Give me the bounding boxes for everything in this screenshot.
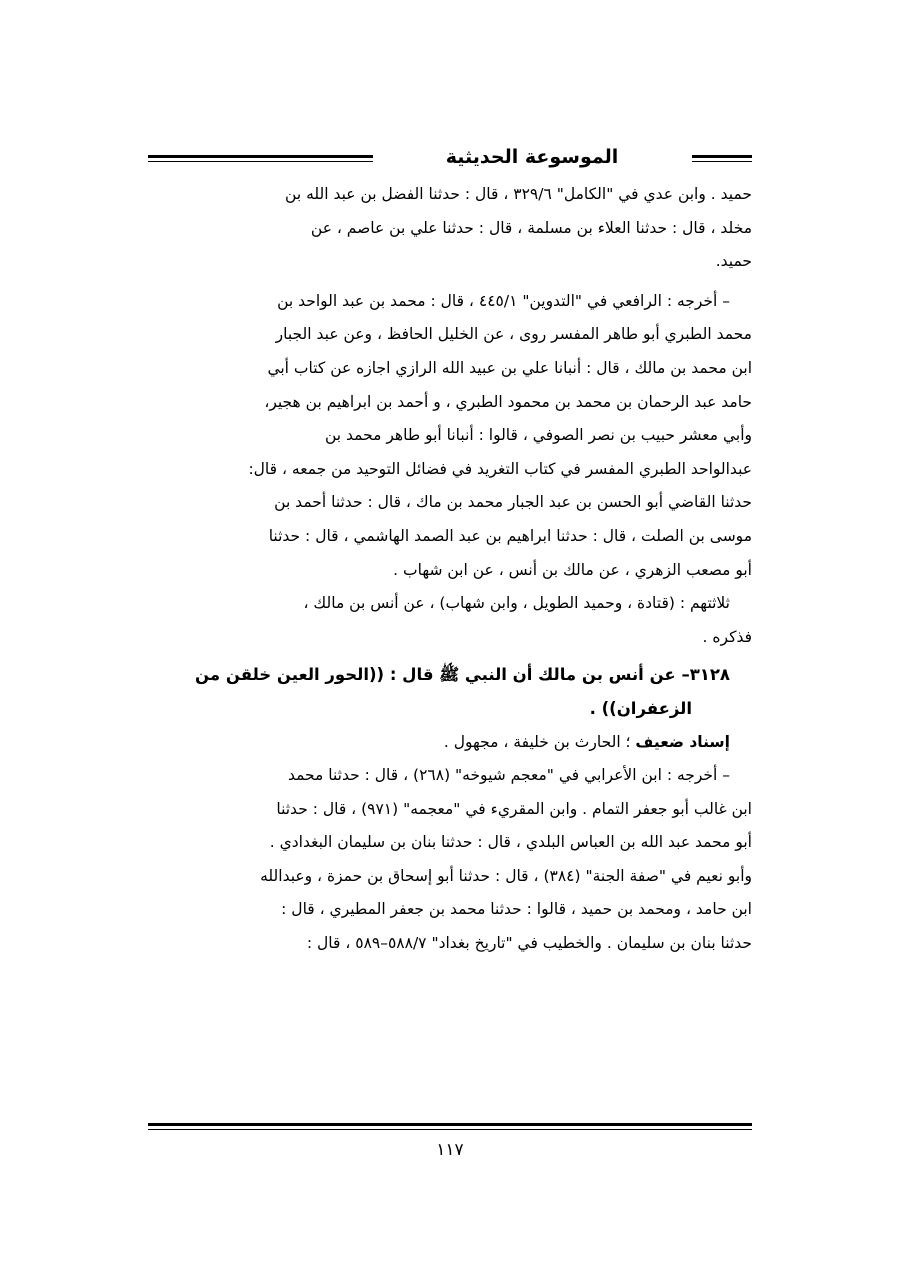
hadith-heading: ٣١٢٨– عن أنس بن مالك أن النبي ﷺ قال : ((الحور العين خلقن من	[195, 665, 730, 685]
page-number: ١١٧	[436, 1140, 464, 1160]
text-line: – أخرجه : ابن الأعرابي في "معجم شيوخه" (٢٦٨) ، قال : حدثنا محمد	[287, 766, 730, 785]
text-line: عبدالواحد الطبري المفسر في كتاب التغريد في فضائل التوحيد من جمعه ، قال:	[248, 459, 752, 478]
text-line: حامد عبد الرحمان بن محمد بن محمود الطبري ، و أحمد بن ابراهيم بن هجير،	[264, 392, 752, 411]
text-line: ابن حامد ، ومحمد بن حميد ، قالوا : حدثنا محمد بن جعفر المطيري ، قال :	[281, 900, 752, 919]
text-line: حدثنا بنان بن سليمان . والخطيب في "تاريخ بغداد" ٥٨٨/٧–٥٨٩ ، قال :	[306, 934, 752, 953]
text-line: أبو محمد عبد الله بن العباس البلدي ، قال : حدثنا بنان بن سليمان البغدادي .	[269, 833, 752, 852]
text-line: حميد.	[715, 252, 752, 271]
isnad-label: إسناد ضعيف	[635, 732, 730, 751]
text-line: حميد . وابن عدي في "الكامل" ٣٢٩/٦ ، قال : حدثنا الفضل بن عبد الله بن	[285, 185, 752, 203]
text-line: ابن محمد بن مالك ، قال : أنبانا علي بن عبيد الله الرازي اجازه عن كتاب أبي	[267, 358, 752, 377]
header-rule-left	[148, 155, 373, 162]
text-line: حدثنا القاضي أبو الحسن بن عبد الجبار محمد بن ماك ، قال : حدثنا أحمد بن	[274, 493, 752, 512]
header-title: الموسوعة الحديثية	[445, 146, 619, 168]
text-line: فذكره .	[702, 627, 752, 646]
hadith-heading-cont: الزعفران)) .	[589, 698, 692, 718]
text-line: وأبي معشر حبيب بن نصر الصوفي ، قالوا : أنبانا أبو طاهر محمد بن	[325, 426, 752, 445]
text-line: ثلاثتهم : (قتادة ، وحميد الطويل ، وابن شهاب) ، عن أنس بن مالك ،	[303, 594, 730, 613]
page-header	[148, 143, 752, 173]
header-rule-right	[692, 155, 752, 162]
text-line: مخلد ، قال : حدثنا العلاء بن مسلمة ، قال : حدثنا علي بن عاصم ، عن	[310, 218, 752, 237]
text-line: موسى بن الصلت ، قال : حدثنا ابراهيم بن عبد الصمد الهاشمي ، قال : حدثنا	[268, 526, 752, 545]
body-text	[148, 178, 752, 961]
footer-rule	[148, 1123, 752, 1130]
text-line: أبو مصعب الزهري ، عن مالك بن أنس ، عن ابن شهاب .	[393, 560, 752, 579]
text-line: – أخرجه : الرافعي في "التدوين" ٤٤٥/١ ، قال : محمد بن عبد الواحد بن	[277, 291, 730, 310]
text-line: محمد الطبري أبو طاهر المفسر روى ، عن الخليل الحافظ ، وعن عبد الجبار	[275, 325, 752, 344]
text-line: ابن غالب أبو جعفر التمام . وابن المقريء في "معجمه" (٩٧١) ، قال : حدثنا	[276, 799, 752, 818]
text-line: وأبو نعيم في "صفة الجنة" (٣٨٤) ، قال : حدثنا أبو إسحاق بن حمزة ، وعبدالله	[260, 866, 752, 885]
isnad-text: ؛ الحارث بن خليفة ، مجهول .	[443, 732, 636, 751]
isnad-line	[148, 726, 752, 760]
